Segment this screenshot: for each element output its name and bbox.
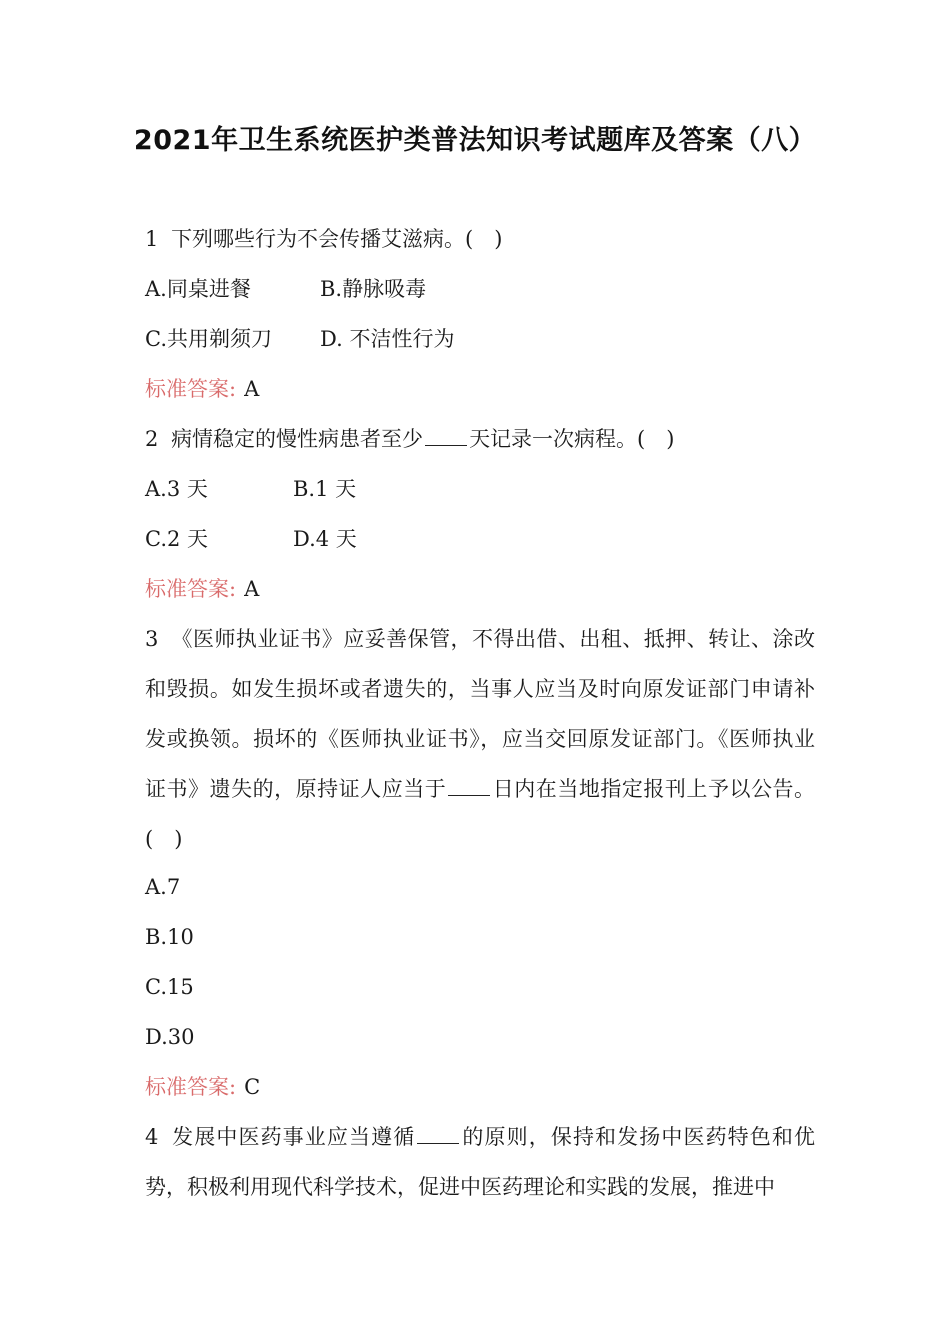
option-b: B.1 天: [293, 477, 357, 501]
question-number: 2: [145, 427, 159, 451]
question-number: 1: [145, 227, 159, 251]
question-stem-before: 病情稳定的慢性病患者至少: [171, 427, 424, 451]
question-stem-after: 天记录一次病程。( ): [469, 427, 675, 451]
option-c: C.2 天: [145, 527, 209, 551]
fill-blank: [425, 425, 467, 446]
option-d: D. 不洁性行为: [320, 327, 455, 351]
question-2: [145, 424, 674, 454]
answer-value: A: [244, 377, 260, 401]
options-row: [145, 474, 357, 504]
option-c: C.15: [145, 975, 194, 999]
question-4: [145, 1112, 815, 1212]
question-stem-before: 发展中医药事业应当遵循: [172, 1125, 416, 1149]
answer-label: 标准答案:: [145, 377, 237, 401]
question-stem-after: 的原则，保持和发扬中医药特色和优势，积极利用现代科学技术，促进中医药理论和实践的发展，推进中: [145, 1125, 815, 1199]
option-d: D.30: [145, 1025, 195, 1049]
answer-label: 标准答案:: [145, 1075, 237, 1099]
option-a: A.7: [145, 875, 181, 899]
fill-blank: [448, 775, 490, 796]
option-a: A.3 天: [145, 477, 208, 501]
options-row: [145, 524, 357, 554]
options-row: [145, 324, 455, 354]
answer-label: 标准答案:: [145, 577, 237, 601]
answer-row: [145, 374, 259, 404]
question-stem-before: 《医师执业证书》应妥善保管，不得出借、出租、抵押、转让、涂改和毁损。如发生损坏或者遗失的，当事人应当及时向原发证部门申请补发或换领。损坏的《医师执业证书》，应当交回原发证部门。《医师执业证书》遗失的，原持证人应当于: [145, 627, 815, 801]
fill-blank: [417, 1123, 459, 1144]
question-number: 3: [145, 627, 159, 651]
answer-row: [145, 1072, 260, 1102]
question-3: [145, 614, 815, 864]
answer-value: A: [244, 577, 260, 601]
question-stem-after: 日内在当地指定报刊上予以公告。( ): [145, 777, 816, 851]
answer-row: [145, 574, 259, 604]
answer-value: C: [244, 1075, 261, 1099]
options-row: [145, 274, 427, 304]
option-d: D.4 天: [293, 527, 357, 551]
question-stem: 下列哪些行为不会传播艾滋病。( ): [171, 227, 503, 251]
page-title: 2021年卫生系统医护类普法知识考试题库及答案（八）: [133, 125, 817, 156]
option-c: C.共用剃须刀: [145, 327, 272, 351]
option-b: B.静脉吸毒: [320, 277, 427, 301]
question-1: [145, 224, 502, 254]
question-number: 4: [145, 1125, 159, 1149]
option-b: B.10: [145, 925, 194, 949]
option-a: A.同桌进餐: [145, 277, 251, 301]
